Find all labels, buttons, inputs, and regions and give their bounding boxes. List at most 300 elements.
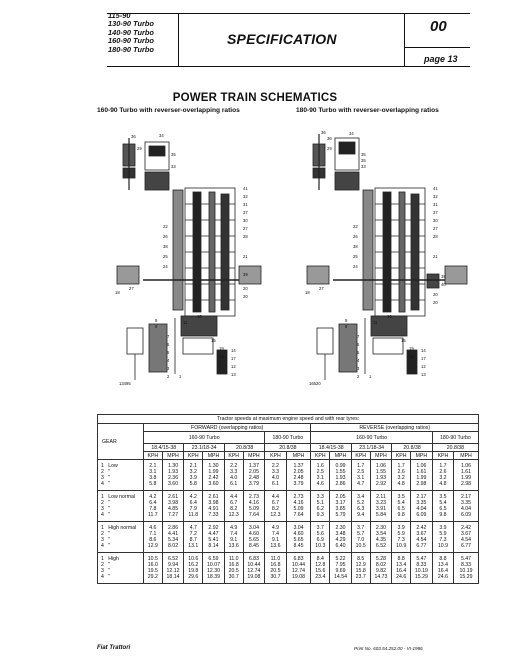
callout-label: 17 (231, 356, 236, 361)
callout-label: 22 (353, 224, 358, 229)
callout-label: 25 (353, 254, 358, 259)
speed-value: 10.9 (392, 543, 411, 553)
speed-value: 13.6 (224, 543, 243, 553)
speed-value: 2.30 (330, 522, 352, 532)
speed-value: 8.14 (203, 543, 225, 553)
speed-value: 10.5 (144, 553, 163, 563)
speed-value: 4.7 (351, 481, 370, 491)
speed-value: 4.60 (286, 531, 311, 537)
speed-value: 12.3 (265, 512, 286, 522)
callout-label: 31 (243, 202, 248, 207)
callout-label: 38 (353, 244, 358, 249)
speed-value: 4.7 (184, 522, 203, 532)
callout-label: 10 (387, 314, 392, 319)
callout-label: 19 (409, 346, 414, 351)
callout-label: 35 (171, 152, 176, 157)
speed-value: 1.7 (392, 460, 411, 470)
speed-value: 3.54 (370, 531, 392, 537)
speed-value: 1.37 (243, 460, 265, 470)
speed-value: 3.60 (203, 481, 225, 491)
model-list (108, 12, 154, 54)
speed-value: 23.4 (311, 574, 330, 584)
speed-value: 14.54 (330, 574, 352, 584)
speed-value: 5.9 (392, 531, 411, 537)
callout-label: 34 (349, 131, 354, 136)
speed-value: 9.82 (370, 568, 392, 574)
gear-label: 2 " (98, 562, 144, 568)
callout-label: 38 (163, 244, 168, 249)
speed-value: 12.8 (311, 562, 330, 568)
speed-value: 6.77 (410, 543, 432, 553)
unit-header: KPH (392, 452, 411, 460)
speed-value: 1.55 (370, 469, 392, 475)
callout-label: 18 (115, 290, 120, 295)
speed-value: 8.33 (410, 562, 432, 568)
callout-label: 12 (231, 364, 236, 369)
speed-value: 7.2 (184, 531, 203, 537)
callout-label: 3 (167, 366, 170, 371)
speed-value: 1.61 (410, 469, 432, 475)
gear-label: 3 " (98, 568, 144, 574)
speed-value: 11.0 (265, 553, 286, 563)
callout-label: 6 (167, 342, 170, 347)
forward-header: FORWARD (overlapping ratios) (144, 424, 311, 432)
model-name: 140-90 Turbo (108, 27, 154, 37)
callout-label: 7 (357, 334, 360, 339)
speed-value: 1.61 (454, 469, 479, 475)
table-row (98, 512, 479, 522)
speed-value: 2.36 (162, 475, 184, 481)
speed-value: 4.4 (224, 491, 243, 501)
speed-value: 2.05 (286, 469, 311, 475)
callout-label: 37 (433, 210, 438, 215)
speed-value: 7.27 (162, 512, 184, 522)
speed-value: 4.6 (311, 481, 330, 491)
speed-value: 9.8 (392, 512, 411, 522)
speed-value: 4.9 (265, 522, 286, 532)
speed-value: 16.0 (144, 562, 163, 568)
unit-header: MPH (162, 452, 184, 460)
speed-value: 16.8 (224, 562, 243, 568)
speed-value: 2.48 (243, 475, 265, 481)
schematic-right (305, 128, 475, 388)
speed-value: 12.9 (144, 543, 163, 553)
callout-label: 30 (433, 218, 438, 223)
speed-value: 5.9 (432, 531, 453, 537)
unit-header: MPH (330, 452, 352, 460)
speed-value: 3.3 (265, 469, 286, 475)
speed-value: 3.9 (432, 522, 453, 532)
callout-label: 1 (179, 374, 182, 379)
speed-value: 2.61 (162, 491, 184, 501)
unit-header: MPH (410, 452, 432, 460)
speed-value: 3.1 (144, 469, 163, 475)
schematic-left (115, 128, 285, 388)
callout-label: 4 (357, 358, 360, 363)
speed-value: 2.11 (370, 491, 392, 501)
speed-value: 10.44 (243, 562, 265, 568)
speed-value: 3.48 (330, 531, 352, 537)
footer-print-number: Print No. 603.54.252.00 - VI-1986 (354, 646, 423, 651)
speed-value: 2.1 (184, 460, 203, 470)
callout-label: 39 (243, 272, 248, 277)
speed-value: 4.85 (162, 506, 184, 512)
tyre-size-header: 23.1/18-34 (184, 444, 224, 452)
speed-value: 15.29 (410, 574, 432, 584)
callout-label: 9 (155, 318, 158, 323)
speed-value: 7.9 (184, 506, 203, 512)
speed-value: 7.64 (286, 512, 311, 522)
callout-label: 12 (421, 364, 426, 369)
callout-label: 17 (421, 356, 426, 361)
gear-label: 3 " (98, 475, 144, 481)
speed-value: 8.02 (162, 543, 184, 553)
callout-label: 10 (197, 314, 202, 319)
speed-value: 3.67 (454, 531, 479, 537)
speed-value: 2.48 (286, 475, 311, 481)
header-divider (178, 13, 179, 67)
speed-value: 3.17 (330, 500, 352, 506)
speed-value: 3.2 (432, 475, 453, 481)
callout-label: 27 (243, 226, 248, 231)
subtitle-left: 160-90 Turbo with reverser-overlapping ratios (97, 107, 240, 114)
speed-value: 10.19 (410, 568, 432, 574)
callout-label: 15 (401, 338, 406, 343)
callout-label: 6 (357, 342, 360, 347)
speed-value: 7.33 (203, 512, 225, 522)
speed-value: 2.30 (370, 522, 392, 532)
speed-value: 6.83 (243, 553, 265, 563)
speed-value: 5.6 (311, 531, 330, 537)
speed-value: 5.41 (203, 537, 225, 543)
table-row (98, 543, 479, 553)
speed-value: 8.4 (311, 553, 330, 563)
speed-value: 9.1 (224, 537, 243, 543)
callout-label: 16 (219, 354, 224, 359)
speed-value: 10.5 (351, 543, 370, 553)
gear-label: 1 Low (98, 460, 144, 470)
callout-label: 35 (361, 152, 366, 157)
speed-value: 5.8 (184, 481, 203, 491)
speed-value: 23.7 (351, 574, 370, 584)
speed-value: 6.5 (392, 506, 411, 512)
speed-value: 10.07 (203, 562, 225, 568)
speed-value: 3.91 (370, 506, 392, 512)
speed-value: 8.6 (144, 537, 163, 543)
speed-value: 2.05 (330, 491, 352, 501)
speed-value: 2.73 (243, 491, 265, 501)
callout-label: 13 (421, 372, 426, 377)
callout-label: 36 (327, 136, 332, 141)
callout-label: 15 (211, 338, 216, 343)
gear-label: 3 " (98, 537, 144, 543)
callout-label: 39 (441, 274, 446, 279)
speed-value: 5.8 (144, 481, 163, 491)
speed-value: 2.92 (370, 481, 392, 491)
speed-value: 1.99 (410, 475, 432, 481)
speed-value: 5.09 (243, 506, 265, 512)
callout-label: 36 (321, 130, 326, 135)
unit-header: KPH (144, 452, 163, 460)
tyre-size-header: 20.8/38 (392, 444, 432, 452)
speed-value: 8.2 (224, 506, 243, 512)
speed-value: 1.30 (203, 460, 225, 470)
model-header: 180-90 Turbo (432, 432, 478, 444)
speed-value: 3.23 (370, 500, 392, 506)
unit-header: KPH (311, 452, 330, 460)
speed-value: 2.86 (330, 481, 352, 491)
callout-label: 20 (433, 300, 438, 305)
speed-value: 12.12 (162, 568, 184, 574)
speed-value: 5.28 (370, 553, 392, 563)
callout-label: 26 (353, 234, 358, 239)
callout-label: 14 (231, 348, 236, 353)
callout-label: 32 (433, 194, 438, 199)
speed-value: 6.5 (432, 506, 453, 512)
speed-value: 2.98 (454, 481, 479, 491)
speed-value: 4.8 (432, 481, 453, 491)
speed-value: 8.45 (243, 543, 265, 553)
callout-label: 21 (243, 254, 248, 259)
speed-value: 30.7 (265, 574, 286, 584)
speed-value: 19.5 (144, 568, 163, 574)
speed-value: 3.3 (224, 469, 243, 475)
callout-label: 5 (357, 350, 360, 355)
unit-header: MPH (286, 452, 311, 460)
speed-value: 1.7 (351, 460, 370, 470)
speed-value: 5.65 (243, 537, 265, 543)
callout-label: 27 (433, 226, 438, 231)
speed-value: 2.5 (351, 469, 370, 475)
speed-value: 6.52 (370, 543, 392, 553)
speed-value: 3.2 (184, 469, 203, 475)
callout-label: 20 (433, 292, 438, 297)
speed-value: 5.84 (370, 512, 392, 522)
speed-value: 2.6 (392, 469, 411, 475)
speed-value: 5.79 (330, 512, 352, 522)
table-caption: Tractor speeds at maximum engine speed and with rear tyres: (98, 415, 479, 424)
callout-label: 29 (327, 146, 332, 151)
callout-label: 27 (319, 286, 324, 291)
speed-value: 6.4 (184, 500, 203, 506)
speed-value: 8.2 (265, 506, 286, 512)
speed-value: 3.98 (203, 500, 225, 506)
header-bottom-rule (107, 66, 470, 67)
speed-value: 10.44 (286, 562, 311, 568)
speed-value: 12.74 (243, 568, 265, 574)
speed-value: 3.3 (311, 491, 330, 501)
speed-value: 4.47 (203, 531, 225, 537)
speed-value: 4.2 (184, 491, 203, 501)
speed-value: 3.5 (432, 491, 453, 501)
speed-value: 3.1 (351, 475, 370, 481)
speed-value: 5.34 (162, 537, 184, 543)
gear-label: 4 " (98, 574, 144, 584)
speed-value: 3.60 (162, 481, 184, 491)
speed-value: 7.4 (224, 531, 243, 537)
speed-value: 3.8 (144, 475, 163, 481)
callout-label: 1 (369, 374, 372, 379)
callout-label: 34 (159, 133, 164, 138)
speed-value: 6.83 (286, 553, 311, 563)
speed-value: 6.7 (224, 500, 243, 506)
callout-label: 41 (433, 186, 438, 191)
unit-header: MPH (243, 452, 265, 460)
speed-value: 4.91 (203, 506, 225, 512)
speed-value: 3.35 (454, 500, 479, 506)
speed-value: 4.54 (410, 537, 432, 543)
speed-value: 29.6 (184, 574, 203, 584)
tyre-size-header: 20.8/38 (265, 444, 311, 452)
speed-value: 2.98 (410, 481, 432, 491)
speed-value: 5.4 (392, 500, 411, 506)
speed-value: 2.42 (410, 522, 432, 532)
unit-header: MPH (203, 452, 225, 460)
speed-value: 4.04 (410, 506, 432, 512)
speed-value: 2.2 (224, 460, 243, 470)
speed-value: 3.2 (392, 475, 411, 481)
speed-value: 5.47 (454, 553, 479, 563)
speed-value: 10.3 (311, 543, 330, 553)
table-row (98, 574, 479, 584)
speed-value: 8.02 (370, 562, 392, 568)
callout-label: 2 (357, 374, 360, 379)
callout-label: 3 (357, 366, 360, 371)
speed-value: 0.99 (330, 460, 352, 470)
speed-value: 19.8 (184, 568, 203, 574)
callout-label: 11 (183, 320, 188, 325)
speed-value: 9.3 (311, 512, 330, 522)
speed-value: 11.7 (144, 512, 163, 522)
callout-label: 32 (243, 194, 248, 199)
speed-value: 3.4 (351, 491, 370, 501)
speed-value: 2.17 (410, 491, 432, 501)
gear-label: 4 " (98, 512, 144, 522)
speed-value: 1.99 (454, 475, 479, 481)
unit-header: MPH (370, 452, 392, 460)
callout-label: 29 (137, 146, 142, 151)
speed-value: 4.16 (286, 500, 311, 506)
speed-value: 19.08 (286, 574, 311, 584)
speed-value: 6.09 (410, 512, 432, 522)
speed-value: 1.6 (311, 460, 330, 470)
speed-value: 7.0 (351, 537, 370, 543)
speed-value: 8.33 (454, 562, 479, 568)
speed-value: 4.4 (265, 491, 286, 501)
speed-value: 29.2 (144, 574, 163, 584)
speed-value: 3.67 (410, 531, 432, 537)
gear-label: 2 " (98, 531, 144, 537)
page-title: POWER TRAIN SCHEMATICS (172, 92, 338, 104)
speed-value: 8.5 (351, 553, 370, 563)
speed-value: 13.6 (265, 543, 286, 553)
speed-value: 6.52 (162, 553, 184, 563)
speed-value: 7.95 (330, 562, 352, 568)
callout-label: 4 (167, 358, 170, 363)
speed-value: 5.22 (330, 553, 352, 563)
speed-value: 3.7 (311, 522, 330, 532)
speed-value: 2.1 (144, 460, 163, 470)
speed-value: 14.73 (370, 574, 392, 584)
speed-value: 5.2 (351, 500, 370, 506)
callout-label: 8 (155, 324, 158, 329)
callout-label: 24 (163, 264, 168, 269)
speed-value: 1.06 (410, 460, 432, 470)
speed-value: 30.7 (224, 574, 243, 584)
speed-value: 5.47 (410, 553, 432, 563)
speed-value: 5.1 (311, 500, 330, 506)
model-header: 180-90 Turbo (265, 432, 311, 444)
speed-value: 2.2 (265, 460, 286, 470)
speed-value: 3.85 (330, 506, 352, 512)
speed-value: 2.61 (203, 491, 225, 501)
page-number: page 13 (424, 54, 458, 64)
speed-value: 11.0 (224, 553, 243, 563)
callout-label: 41 (243, 186, 248, 191)
speed-value: 6.09 (454, 512, 479, 522)
callout-label: 13 (231, 372, 236, 377)
speed-value: 9.1 (265, 537, 286, 543)
speed-value: 6.1 (224, 481, 243, 491)
speed-value: 1.93 (162, 469, 184, 475)
speed-value: 18.39 (203, 574, 225, 584)
callout-label: 28 (433, 234, 438, 239)
gear-label: 2 " (98, 469, 144, 475)
speed-value: 4.0 (265, 475, 286, 481)
speed-value: 18.14 (162, 574, 184, 584)
speed-value: 1.55 (330, 469, 352, 475)
speed-value: 2.86 (162, 522, 184, 532)
speed-value: 7.3 (392, 537, 411, 543)
speed-value: 24.6 (392, 574, 411, 584)
speed-value: 2.17 (454, 491, 479, 501)
speed-value: 3.1 (311, 475, 330, 481)
callout-label: 36 (131, 134, 136, 139)
speed-value: 16.4 (392, 568, 411, 574)
callout-label: 8 (345, 324, 348, 329)
callout-label: 40 (441, 282, 446, 287)
tyre-size-header: 20.8/38 (432, 444, 478, 452)
model-name: 180-90 Turbo (108, 44, 154, 54)
speed-value: 15.8 (351, 568, 370, 574)
speed-value: 8.8 (392, 553, 411, 563)
callout-label: 11 (373, 320, 378, 325)
speed-value: 4.16 (243, 500, 265, 506)
speed-value: 6.4 (144, 500, 163, 506)
tyre-size-header: 23.1/18-34 (351, 444, 391, 452)
speed-value: 10.9 (432, 543, 453, 553)
callout-label: 22 (163, 224, 168, 229)
reverse-header: REVERSE (overlapping ratios) (311, 424, 479, 432)
callout-label: 19 (219, 346, 224, 351)
speed-value: 24.6 (432, 574, 453, 584)
speed-value: 5.4 (432, 500, 453, 506)
speed-table (97, 414, 479, 584)
callout-label: 24 (353, 264, 358, 269)
model-header: 160-90 Turbo (144, 432, 265, 444)
speed-value: 13.4 (432, 562, 453, 568)
callout-label: 25 (163, 254, 168, 259)
callout-label: 26 (163, 234, 168, 239)
speed-value: 3.79 (243, 481, 265, 491)
speed-value: 8.45 (286, 543, 311, 553)
footer-brand: Fiat Trattori (97, 645, 131, 651)
speed-value: 7.1 (144, 531, 163, 537)
gear-label: 1 High (98, 553, 144, 563)
callout-label: 14 (421, 348, 426, 353)
model-name: 115-90 (108, 11, 131, 20)
unit-header: KPH (224, 452, 243, 460)
